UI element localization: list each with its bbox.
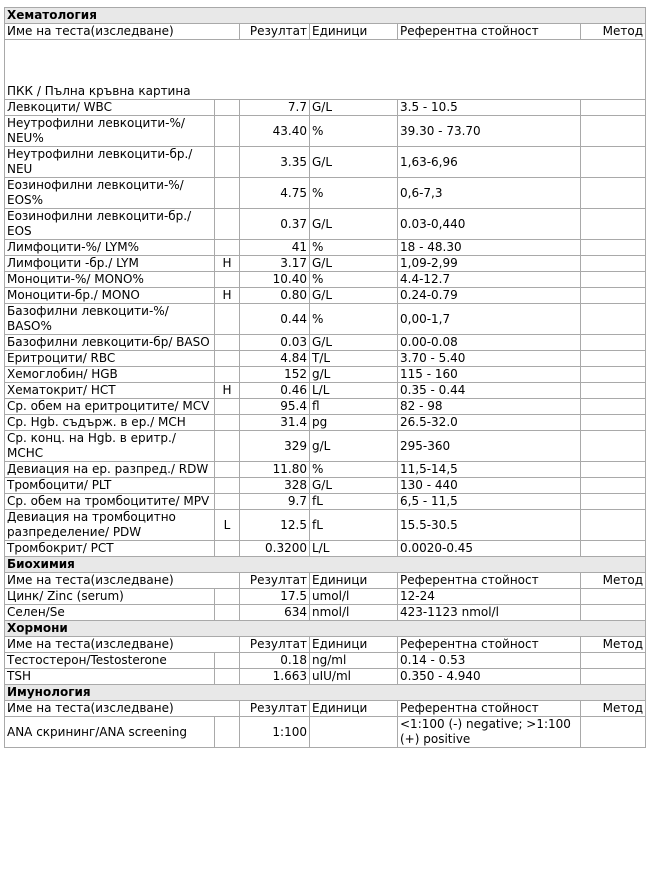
method — [581, 399, 646, 415]
test-name: Цинк/ Zinc (serum) — [5, 589, 215, 605]
result-row — [5, 335, 646, 351]
method — [581, 116, 646, 147]
flag — [215, 541, 240, 557]
result-row — [5, 478, 646, 494]
reference-range: 0.350 - 4.940 — [398, 669, 581, 685]
col-test-name: Име на теста(изследване) — [5, 701, 240, 717]
reference-range: 39.30 - 73.70 — [398, 116, 581, 147]
section-title: Хематология — [5, 8, 646, 24]
column-header-row — [5, 24, 646, 40]
col-method: Метод — [581, 573, 646, 589]
col-reference: Референтна стойност — [398, 573, 581, 589]
result-row — [5, 383, 646, 399]
units: % — [310, 304, 398, 335]
flag — [215, 494, 240, 510]
reference-range: 12-24 — [398, 589, 581, 605]
result-value: 17.5 — [240, 589, 310, 605]
units: nmol/l — [310, 605, 398, 621]
result-value: 3.17 — [240, 256, 310, 272]
group-label — [5, 40, 646, 100]
result-value: 3.35 — [240, 147, 310, 178]
col-result: Резултат — [240, 701, 310, 717]
units: umol/l — [310, 589, 398, 605]
flag — [215, 240, 240, 256]
result-value: 328 — [240, 478, 310, 494]
result-row — [5, 589, 646, 605]
method — [581, 589, 646, 605]
section-header — [5, 557, 646, 573]
reference-range: 82 - 98 — [398, 399, 581, 415]
result-row — [5, 116, 646, 147]
flag — [215, 116, 240, 147]
flag — [215, 351, 240, 367]
result-row — [5, 541, 646, 557]
reference-range: 3.70 - 5.40 — [398, 351, 581, 367]
reference-range: 15.5-30.5 — [398, 510, 581, 541]
flag: H — [215, 383, 240, 399]
lab-report — [4, 7, 645, 748]
method — [581, 100, 646, 116]
result-row — [5, 240, 646, 256]
test-name: ANA скрининг/ANA screening — [5, 717, 215, 748]
group-label-text: ПКК / Пълна кръвна картина — [7, 84, 191, 98]
result-value: 4.84 — [240, 351, 310, 367]
units: L/L — [310, 383, 398, 399]
test-name: Базофилни левкоцити-%/ BASO% — [5, 304, 215, 335]
col-result: Резултат — [240, 637, 310, 653]
method — [581, 494, 646, 510]
units: g/L — [310, 367, 398, 383]
units: % — [310, 116, 398, 147]
reference-range: 1,09-2,99 — [398, 256, 581, 272]
test-name: Еозинофилни левкоцити-%/ EOS% — [5, 178, 215, 209]
result-row — [5, 100, 646, 116]
col-method: Метод — [581, 637, 646, 653]
method — [581, 717, 646, 748]
result-row — [5, 178, 646, 209]
method — [581, 605, 646, 621]
flag — [215, 304, 240, 335]
section-title: Имунология — [5, 685, 646, 701]
section-title: Биохимия — [5, 557, 646, 573]
method — [581, 209, 646, 240]
flag: H — [215, 256, 240, 272]
result-row — [5, 494, 646, 510]
units: pg — [310, 415, 398, 431]
flag — [215, 669, 240, 685]
units: g/L — [310, 431, 398, 462]
result-value: 11.80 — [240, 462, 310, 478]
reference-range: 18 - 48.30 — [398, 240, 581, 256]
units: fL — [310, 510, 398, 541]
flag — [215, 147, 240, 178]
result-value: 0.46 — [240, 383, 310, 399]
method — [581, 478, 646, 494]
reference-range: 0.24-0.79 — [398, 288, 581, 304]
col-reference: Референтна стойност — [398, 24, 581, 40]
column-header-row — [5, 637, 646, 653]
test-name: Ср. обем на еритроцитите/ MCV — [5, 399, 215, 415]
units: L/L — [310, 541, 398, 557]
test-name: Ср. обем на тромбоцитите/ MPV — [5, 494, 215, 510]
reference-range: 0,00-1,7 — [398, 304, 581, 335]
units — [310, 717, 398, 748]
units: uIU/ml — [310, 669, 398, 685]
units: T/L — [310, 351, 398, 367]
test-name: Тромбоцити/ PLT — [5, 478, 215, 494]
result-value: 0.80 — [240, 288, 310, 304]
units: G/L — [310, 288, 398, 304]
units: % — [310, 272, 398, 288]
column-header-row — [5, 701, 646, 717]
col-test-name: Име на теста(изследване) — [5, 24, 240, 40]
reference-range: 115 - 160 — [398, 367, 581, 383]
method — [581, 178, 646, 209]
reference-range: 3.5 - 10.5 — [398, 100, 581, 116]
units: ng/ml — [310, 653, 398, 669]
test-name: Хемоглобин/ HGB — [5, 367, 215, 383]
col-method: Метод — [581, 701, 646, 717]
col-units: Единици — [310, 701, 398, 717]
result-row — [5, 415, 646, 431]
flag — [215, 399, 240, 415]
flag — [215, 717, 240, 748]
units: G/L — [310, 335, 398, 351]
col-test-name: Име на теста(изследване) — [5, 573, 240, 589]
test-name: Хематокрит/ HCT — [5, 383, 215, 399]
result-value: 0.44 — [240, 304, 310, 335]
reference-range: 295-360 — [398, 431, 581, 462]
method — [581, 304, 646, 335]
result-value: 31.4 — [240, 415, 310, 431]
result-value: 4.75 — [240, 178, 310, 209]
flag — [215, 100, 240, 116]
units: G/L — [310, 100, 398, 116]
flag — [215, 462, 240, 478]
reference-range: <1:100 (-) negative; >1:100 (+) positive — [398, 717, 581, 748]
result-row — [5, 669, 646, 685]
result-value: 9.7 — [240, 494, 310, 510]
section-header — [5, 685, 646, 701]
result-value: 95.4 — [240, 399, 310, 415]
result-row — [5, 147, 646, 178]
reference-range: 0,6-7,3 — [398, 178, 581, 209]
result-row — [5, 351, 646, 367]
reference-range: 11,5-14,5 — [398, 462, 581, 478]
test-name: Лимфоцити-%/ LYM% — [5, 240, 215, 256]
method — [581, 240, 646, 256]
reference-range: 4.4-12.7 — [398, 272, 581, 288]
result-row — [5, 653, 646, 669]
test-name: Базофилни левкоцити-бр/ BASO — [5, 335, 215, 351]
result-row — [5, 209, 646, 240]
units: fL — [310, 494, 398, 510]
test-name: Моноцити-%/ MONO% — [5, 272, 215, 288]
method — [581, 669, 646, 685]
col-reference: Референтна стойност — [398, 701, 581, 717]
method — [581, 383, 646, 399]
flag — [215, 653, 240, 669]
result-row — [5, 605, 646, 621]
col-result: Резултат — [240, 573, 310, 589]
method — [581, 335, 646, 351]
method — [581, 510, 646, 541]
test-name: Еозинофилни левкоцити-бр./ EOS — [5, 209, 215, 240]
result-value: 0.37 — [240, 209, 310, 240]
reference-range: 130 - 440 — [398, 478, 581, 494]
method — [581, 147, 646, 178]
result-value: 0.3200 — [240, 541, 310, 557]
reference-range: 0.35 - 0.44 — [398, 383, 581, 399]
units: G/L — [310, 147, 398, 178]
units: G/L — [310, 256, 398, 272]
units: % — [310, 240, 398, 256]
col-method: Метод — [581, 24, 646, 40]
method — [581, 541, 646, 557]
reference-range: 423-1123 nmol/l — [398, 605, 581, 621]
result-row — [5, 717, 646, 748]
result-value: 634 — [240, 605, 310, 621]
test-name: Девиация на тромбоцитно разпределение/ PDW — [5, 510, 215, 541]
test-name: Тромбокрит/ PCT — [5, 541, 215, 557]
reference-range: 1,63-6,96 — [398, 147, 581, 178]
flag — [215, 209, 240, 240]
flag — [215, 335, 240, 351]
flag — [215, 272, 240, 288]
group-row — [5, 40, 646, 100]
result-row — [5, 288, 646, 304]
result-row — [5, 304, 646, 335]
test-name: Левкоцити/ WBC — [5, 100, 215, 116]
test-name: Ср. конц. на Hgb. в еритр./ MCHC — [5, 431, 215, 462]
method — [581, 367, 646, 383]
flag — [215, 367, 240, 383]
units: G/L — [310, 209, 398, 240]
test-name: Еритроцити/ RBC — [5, 351, 215, 367]
method — [581, 288, 646, 304]
reference-range: 0.0020-0.45 — [398, 541, 581, 557]
col-units: Единици — [310, 24, 398, 40]
result-value: 1.663 — [240, 669, 310, 685]
test-name: Девиация на ер. разпред./ RDW — [5, 462, 215, 478]
result-row — [5, 367, 646, 383]
reference-range: 0.14 - 0.53 — [398, 653, 581, 669]
test-name: Лимфоцити -бр./ LYM — [5, 256, 215, 272]
section-header — [5, 621, 646, 637]
test-name: Тестостерон/Testosterone — [5, 653, 215, 669]
flag — [215, 589, 240, 605]
reference-range: 6,5 - 11,5 — [398, 494, 581, 510]
reference-range: 26.5-32.0 — [398, 415, 581, 431]
method — [581, 653, 646, 669]
col-result: Резултат — [240, 24, 310, 40]
result-row — [5, 256, 646, 272]
col-test-name: Име на теста(изследване) — [5, 637, 240, 653]
method — [581, 272, 646, 288]
result-value: 12.5 — [240, 510, 310, 541]
result-value: 1:100 — [240, 717, 310, 748]
result-row — [5, 399, 646, 415]
flag: H — [215, 288, 240, 304]
results-table — [4, 7, 646, 748]
section-header — [5, 8, 646, 24]
result-value: 10.40 — [240, 272, 310, 288]
result-value: 0.18 — [240, 653, 310, 669]
reference-range: 0.00-0.08 — [398, 335, 581, 351]
result-value: 41 — [240, 240, 310, 256]
result-row — [5, 510, 646, 541]
result-value: 7.7 — [240, 100, 310, 116]
method — [581, 415, 646, 431]
col-reference: Референтна стойност — [398, 637, 581, 653]
col-units: Единици — [310, 573, 398, 589]
result-row — [5, 431, 646, 462]
method — [581, 256, 646, 272]
test-name: TSH — [5, 669, 215, 685]
result-value: 43.40 — [240, 116, 310, 147]
units: % — [310, 462, 398, 478]
units: % — [310, 178, 398, 209]
flag — [215, 478, 240, 494]
result-value: 0.03 — [240, 335, 310, 351]
flag — [215, 605, 240, 621]
method — [581, 431, 646, 462]
flag — [215, 415, 240, 431]
section-title: Хормони — [5, 621, 646, 637]
flag: L — [215, 510, 240, 541]
test-name: Неутрофилни левкоцити-%/ NEU% — [5, 116, 215, 147]
units: fl — [310, 399, 398, 415]
flag — [215, 178, 240, 209]
test-name: Селен/Se — [5, 605, 215, 621]
result-row — [5, 462, 646, 478]
test-name: Неутрофилни левкоцити-бр./ NEU — [5, 147, 215, 178]
flag — [215, 431, 240, 462]
result-row — [5, 272, 646, 288]
units: G/L — [310, 478, 398, 494]
reference-range: 0.03-0,440 — [398, 209, 581, 240]
result-value: 329 — [240, 431, 310, 462]
method — [581, 351, 646, 367]
test-name: Ср. Hgb. съдърж. в ер./ MCH — [5, 415, 215, 431]
col-units: Единици — [310, 637, 398, 653]
column-header-row — [5, 573, 646, 589]
method — [581, 462, 646, 478]
result-value: 152 — [240, 367, 310, 383]
test-name: Моноцити-бр./ MONO — [5, 288, 215, 304]
